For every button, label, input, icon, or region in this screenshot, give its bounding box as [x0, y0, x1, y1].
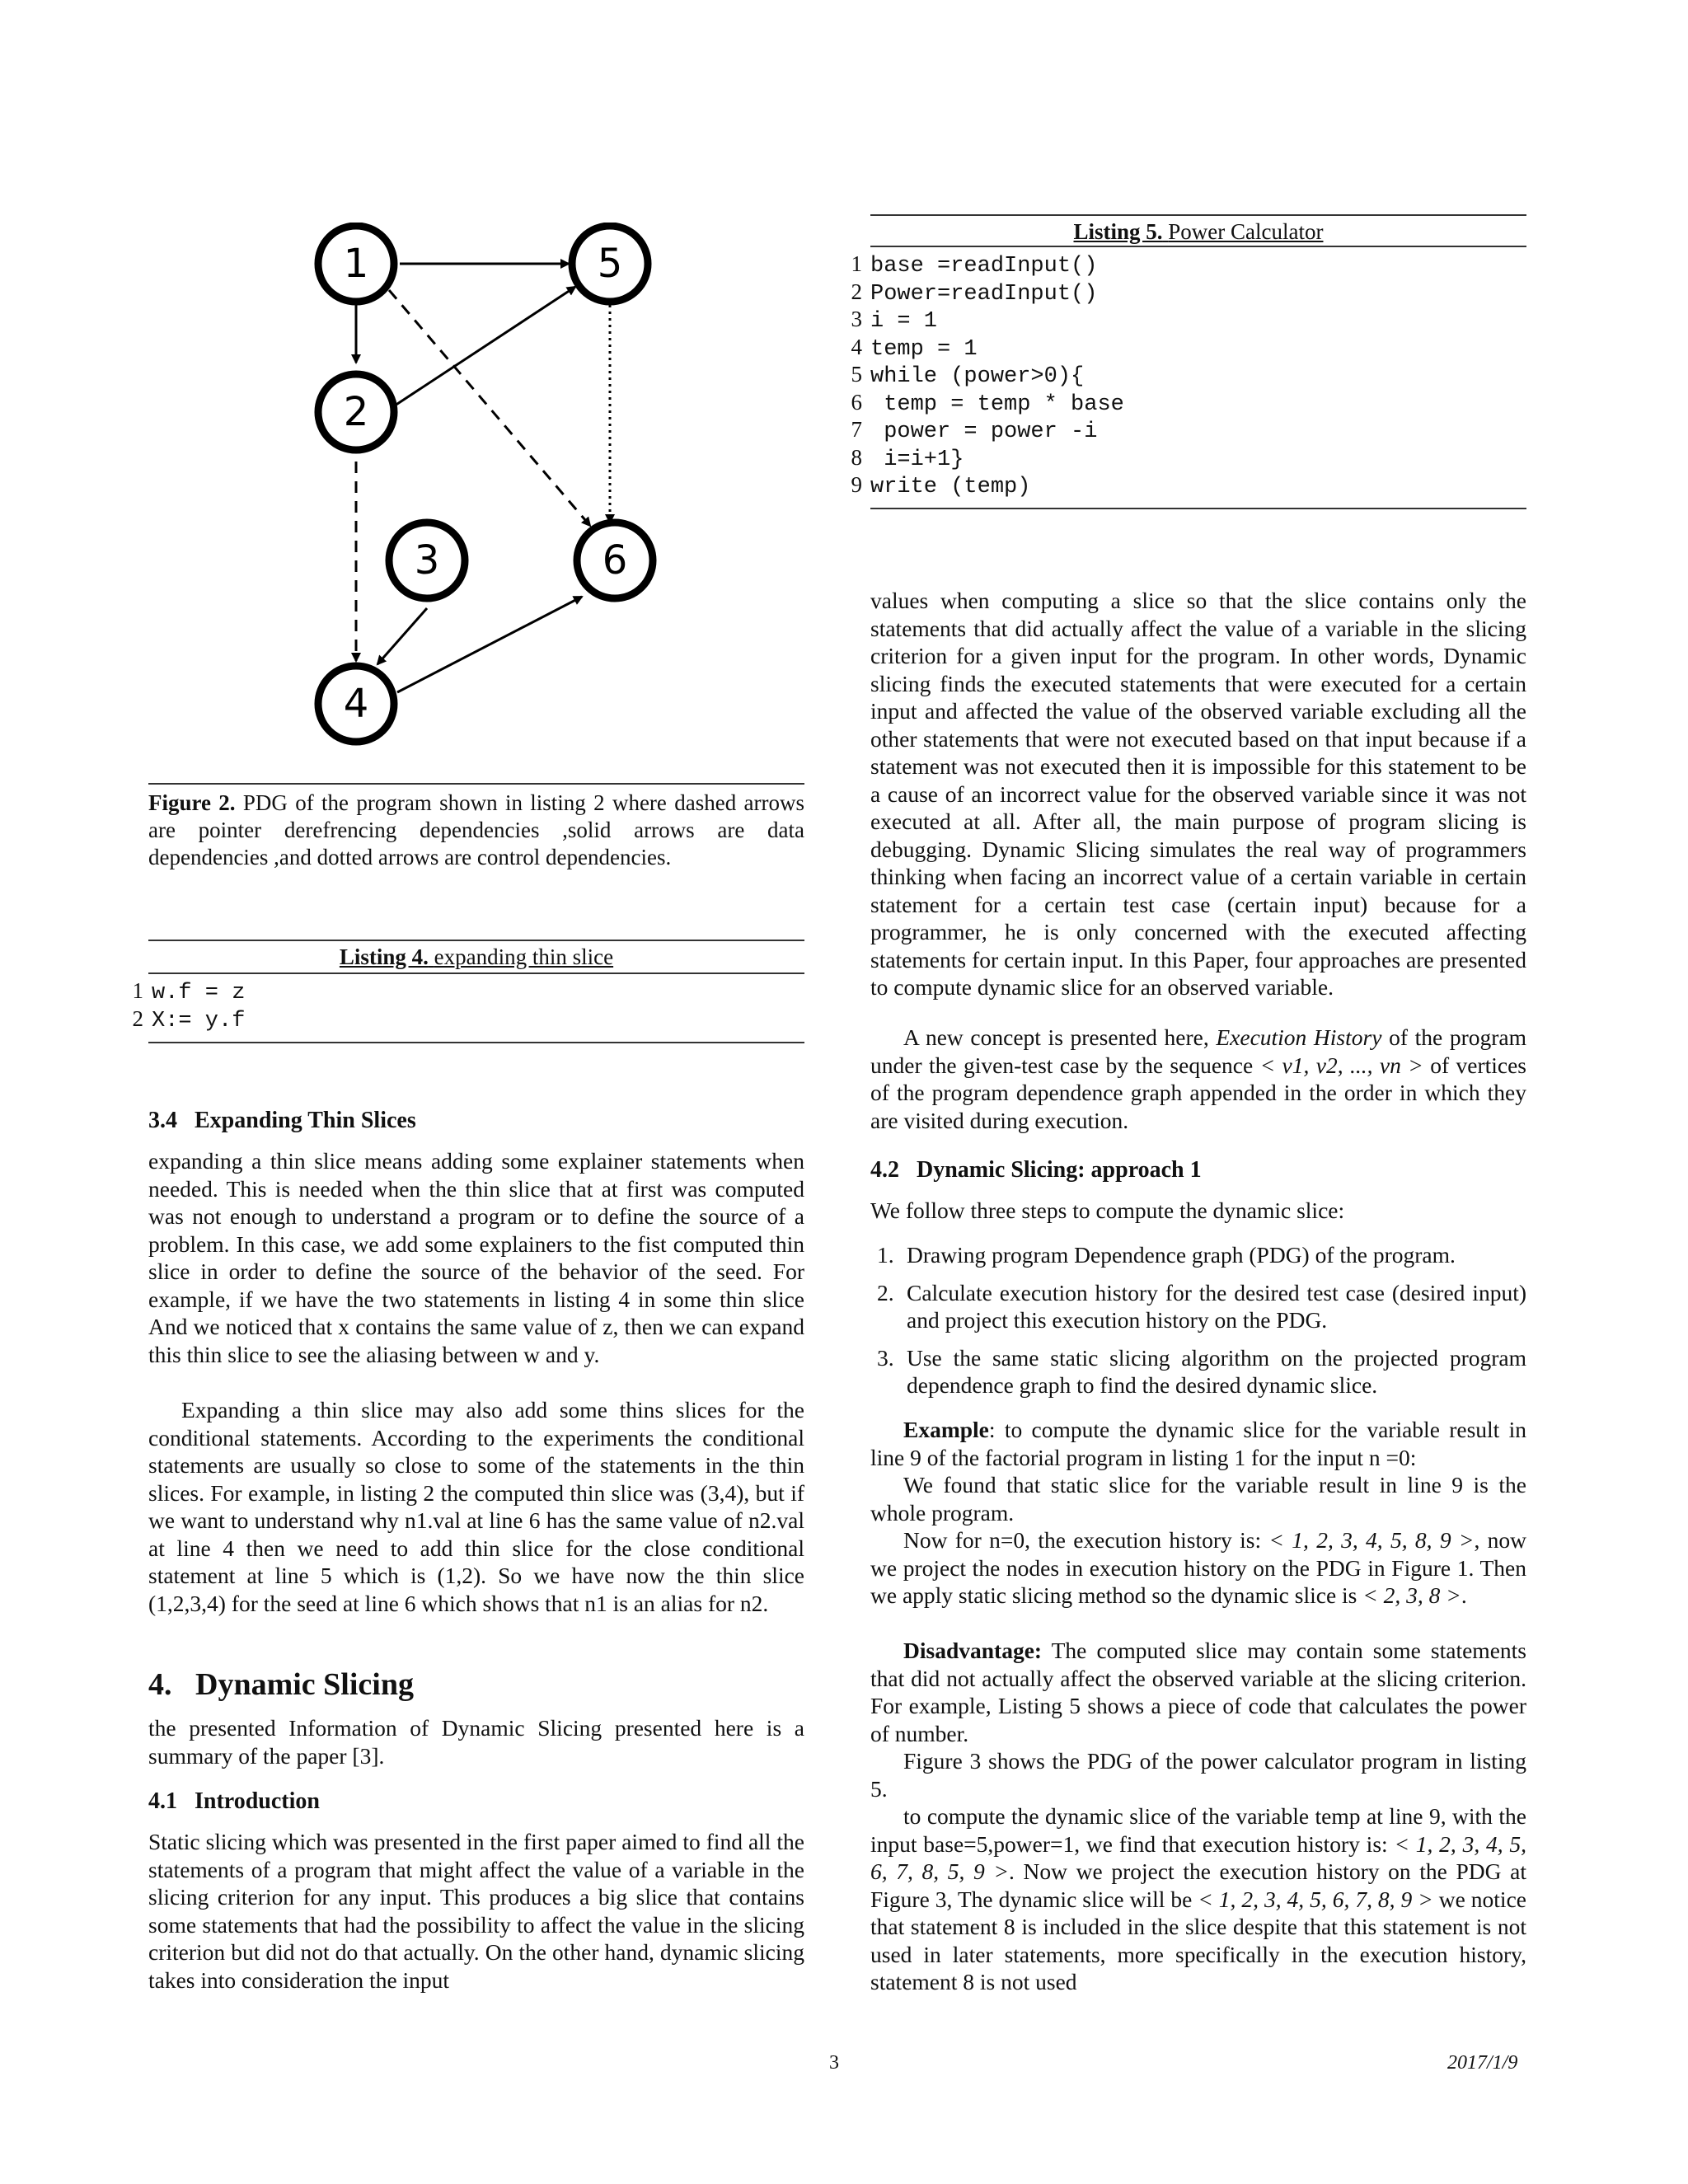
listing5-top-rule — [870, 214, 1526, 216]
math-sequence: < v1, v2, ..., vn > — [1259, 1052, 1423, 1078]
figure2-caption-label: Figure 2. — [148, 790, 236, 815]
listing5-title: Power Calculator — [1168, 219, 1324, 244]
section-4-paragraph: the presented Information of Dynamic Slicing presented here is a summary of the paper [3]. — [148, 1715, 804, 1769]
code-line: 6 temp = temp * base — [851, 389, 1124, 417]
pdg-node-1 — [318, 226, 394, 302]
code-line: 1 base =readInput() — [851, 251, 1098, 279]
edge-1-6-dashed — [389, 290, 590, 526]
pdg-node-4 — [318, 666, 394, 742]
svg-text:2: 2 — [343, 389, 369, 435]
section-4-1-paragraph-1-continued: values when computing a slice so that the slice contains only the statements that did actually affect the value of a variable in the slicing criterion for a given input for the program. In other words, Dynamic slicing finds the executed statements that were executed for a certain input and affected the value of the observed variable excluding all the other statements that were not executed based on that input because if a statement was not executed then it is impossible for this statement to be a cause of an incorrect value for the observed variable since it was not executed at all. After all, the main purpose of program slicing is debugging. Dynamic Slicing simulates the real way of programmers thinking when facing an incorrect value of a certain variable in certain statement for a certain test case (certain input) because for a programmer, he is only concerned with the executed affecting statements for certain input. In this Paper, four approaches are presented to compute dynamic slice for an observed variable. — [870, 588, 1526, 1000]
disadvantage-paragraph: Disadvantage: The computed slice may contain some statements that did not actually affect the observed variable at the slicing criterion. For example, Listing 5 shows a piece of code that calculates the power of number. — [870, 1638, 1526, 1746]
svg-text:6: 6 — [602, 537, 628, 583]
figure2-top-rule — [148, 783, 804, 785]
edge-2-5 — [387, 287, 575, 410]
disadvantage-label: Disadvantage: — [903, 1638, 1043, 1663]
static-slice-paragraph: We found that static slice for the variable result in line 9 is the whole program. — [870, 1472, 1526, 1526]
figure3-reference-paragraph: Figure 3 shows the PDG of the power calculator program in listing 5. — [870, 1748, 1526, 1802]
pdg-node-5 — [572, 226, 648, 302]
list-item: 2. Calculate execution history for the desired test case (desired input) and project this execution history on the PDG. — [877, 1279, 1526, 1333]
section-3-4-paragraph-2: Expanding a thin slice may also add some thins slices for the conditional statements. According to the experiments the conditional statements are usually so close to some of the statements in the thin slices. For example, in listing 2 the computed thin slice was (3,4), but if we want to understand why n1.val at line 6 has the same value of n2.val at line 4 then we need to add thin slice for the close conditional statement at line 5 which is (1,2). So we have now the thin slice (1,2,3,4) for the seed at line 6 which shows that n1 is an alias for n2. — [148, 1397, 804, 1616]
code-line: 3 i = 1 — [851, 307, 938, 334]
listing5-caption — [870, 219, 1526, 245]
section-4-2-intro: We follow three steps to compute the dynamic slice: — [870, 1197, 1345, 1223]
section-4-1-paragraph-2: A new concept is presented here, Execution History of the program under the given-test case by the sequence < v1, v2, ..., vn > of vertices of the program dependence graph appended in the order in which they are visited during execution. — [870, 1024, 1526, 1133]
svg-text:4: 4 — [343, 681, 369, 727]
pdg-node-2 — [318, 374, 394, 450]
section-4-1-heading: 4.1 Introduction — [148, 1788, 320, 1814]
listing4-bottom-rule — [148, 1042, 804, 1043]
listing4-label: Listing 4. — [339, 944, 429, 969]
section-4-1-paragraph-1: Static slicing which was presented in the first paper aimed to find all the statements of a program that might affect the value of a variable in the slicing criterion for any input. This produces a big slice that contains some statements that had the possibility to affect the value in the slicing criterion but did not do that actually. On the other hand, dynamic slicing takes into consideration the input — [148, 1829, 804, 1993]
code-line: 4 temp = 1 — [851, 334, 978, 362]
code-line: 2 Power=readInput() — [851, 279, 1098, 307]
svg-text:1: 1 — [343, 241, 369, 287]
dynamic-slicing-steps — [870, 1241, 1526, 1409]
section-3-4-heading: 3.4 Expanding Thin Slices — [148, 1108, 416, 1133]
listing4-top-rule — [148, 940, 804, 941]
example-paragraph: Example: to compute the dynamic slice for the variable result in line 9 of the factorial program in listing 1 for the input n =0: — [870, 1417, 1526, 1470]
section-3-4-paragraph-1: expanding a thin slice means adding some explainer statements when needed. This is needed when the thin slice that at first was computed was not enough to understand a program or to define the source of a problem. In this case, we add some explainers to the fist computed thin slice in order to define the source of the behavior of the seed. For example, if we have the two statements in listing 4 in some thin slice And we noticed that x contains the same value of z, then we can expand this thin slice to see the aliasing between w and y. — [148, 1148, 804, 1367]
code-line: 5 while (power>0){ — [851, 362, 1085, 389]
page-number: 3 — [829, 2052, 839, 2074]
svg-text:5: 5 — [597, 241, 623, 287]
execution-history-paragraph: Now for n=0, the execution history is: < 1, 2, 3, 4, 5, 8, 9 >, now we project the nodes in execution history on the PDG in Figure 1. Then we apply static slicing method so the dynamic slice is < 2, 3, 8 >. — [870, 1527, 1526, 1608]
section-4-heading: 4. Dynamic Slicing — [148, 1667, 414, 1702]
pdg-figure — [297, 223, 684, 758]
pdg-node-3 — [389, 523, 465, 598]
listing4-code — [120, 977, 245, 1033]
code-line: 8 i=i+1} — [851, 444, 964, 472]
listing5-code — [839, 251, 1124, 499]
list-item: 3. Use the same static slicing algorithm on the projected program dependence graph to find the desired dynamic slice. — [877, 1344, 1526, 1398]
figure2-caption-text: PDG of the program shown in listing 2 where dashed arrows are pointer derefrencing dependencies ,solid arrows are data dependencies ,and dotted arrows are control dependencies. — [148, 790, 804, 869]
edge-3-4 — [377, 608, 427, 664]
listing5-caption-rule — [870, 246, 1526, 247]
listing4-caption — [148, 944, 804, 970]
listing4-caption-rule — [148, 972, 804, 974]
code-line: 2 X:= y.f — [132, 1005, 246, 1033]
execution-history-term: Execution History — [1216, 1024, 1382, 1050]
pdg-node-6 — [577, 523, 653, 598]
listing5-label: Listing 5. — [1073, 219, 1163, 244]
listing5-bottom-rule — [870, 508, 1526, 509]
example-label: Example — [903, 1417, 989, 1442]
svg-text:3: 3 — [414, 537, 440, 583]
temp-slice-paragraph: to compute the dynamic slice of the variable temp at line 9, with the input base=5,power=1, we find that execution history is: < 1, 2, 3, 4, 5, 6, 7, 8, 5, 9 >. Now we project the execution history on the PDG at Figure 3, The dynamic slice will be < 1, 2, 3, 4, 5, 6, 7, 8, 9 > we notice that statement 8 is included in the slice despite that this statement is not used in later statements, more specifically in the execution history, statement 8 is not used — [870, 1803, 1526, 1994]
footer-date: 2017/1/9 — [1447, 2052, 1518, 2074]
code-line: 1 w.f = z — [132, 978, 246, 1005]
code-line: 7 power = power -i — [851, 417, 1098, 444]
section-4-2-heading: 4.2 Dynamic Slicing: approach 1 — [870, 1157, 1202, 1183]
code-line: 9 write (temp) — [851, 472, 1031, 499]
listing4-title: expanding thin slice — [434, 944, 614, 969]
figure2-caption — [148, 790, 804, 871]
list-item: 1. Drawing program Dependence graph (PDG) of the program. — [877, 1242, 1456, 1268]
